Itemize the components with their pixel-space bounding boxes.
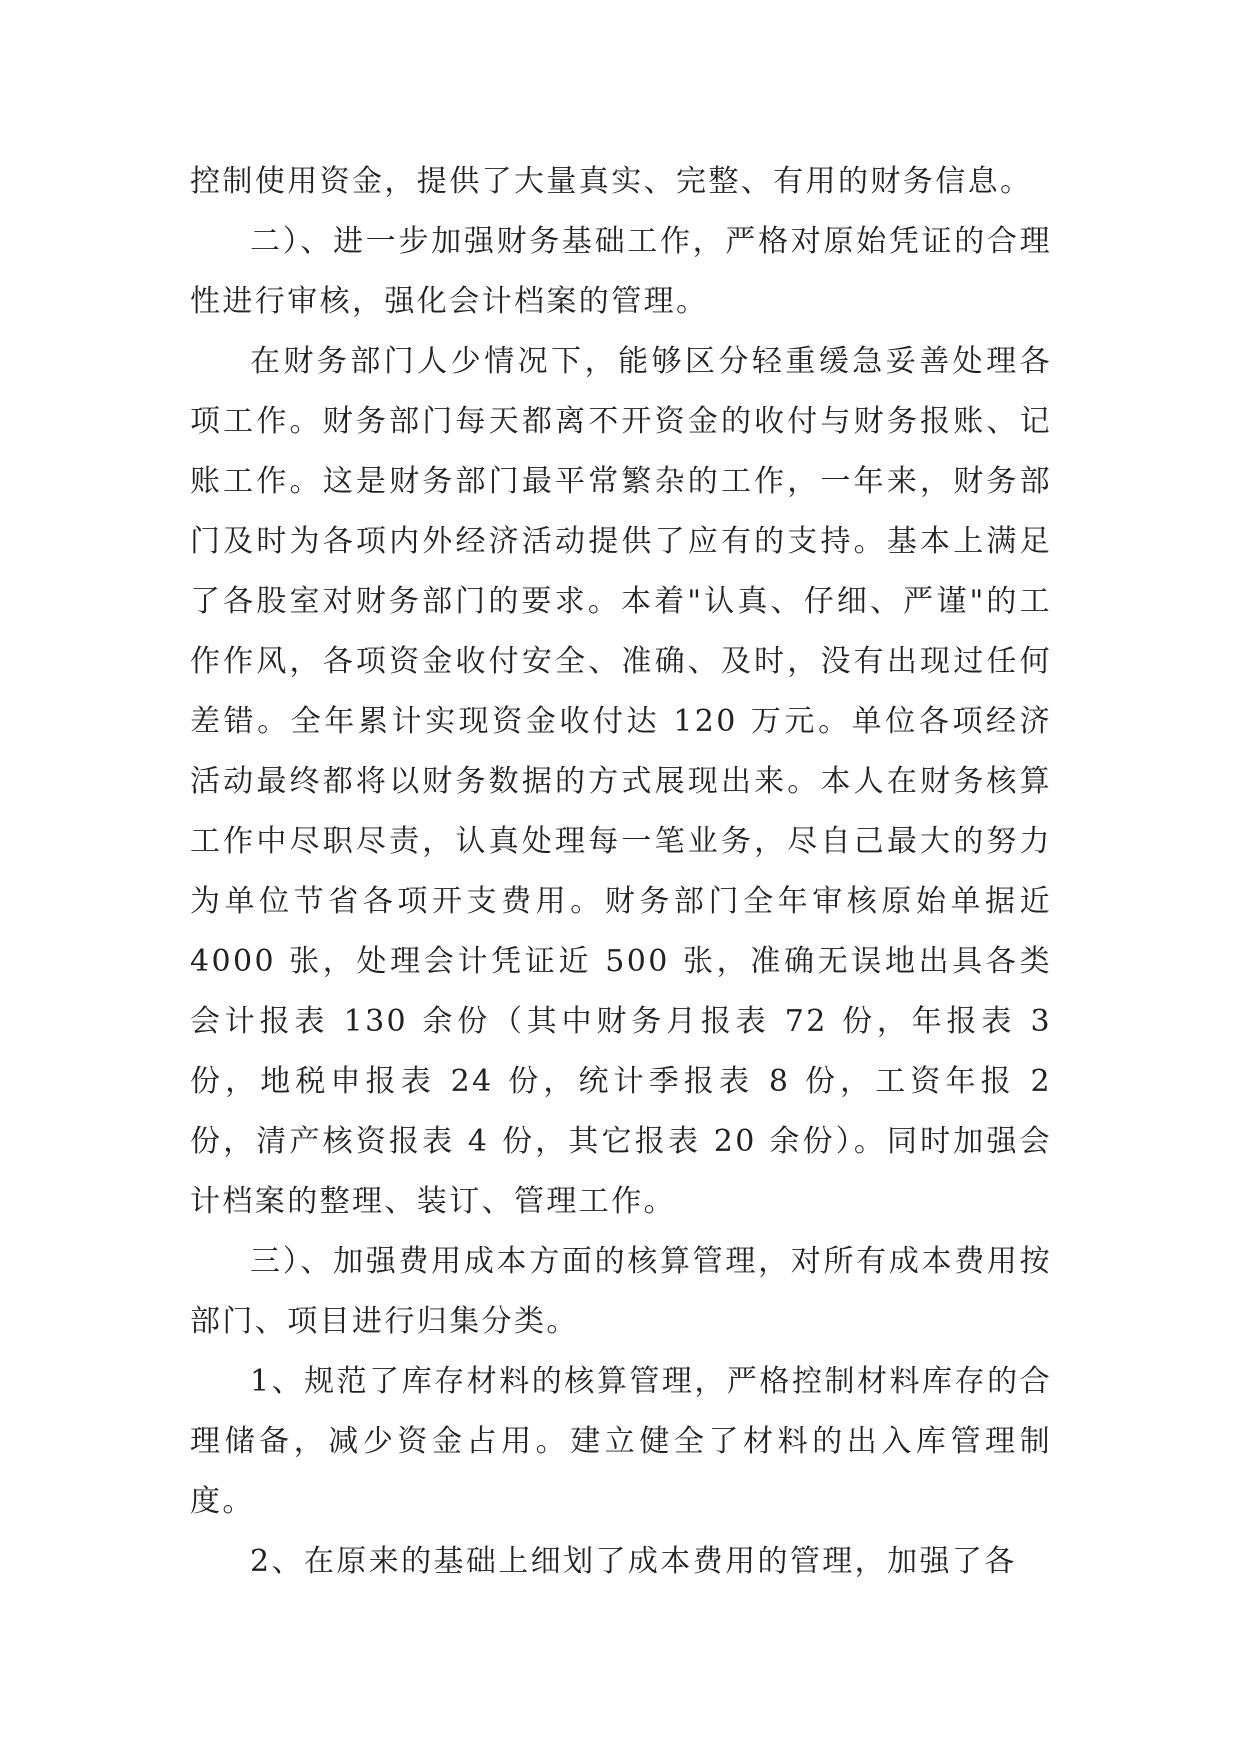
paragraph-continuation: 控制使用资金，提供了大量真实、完整、有用的财务信息。 <box>190 164 1033 199</box>
document-page <box>190 152 1052 1592</box>
paragraph-finance-work: 在财务部门人少情况下，能够区分轻重缓急妥善处理各项工作。财务部门每天都离不开资金的收付与财务报账、记账工作。这是财务部门最平常繁杂的工作，一年来，财务部门及时为各项内外经济活动提供了应有的支持。基本上满足了各股室对财务部门的要求。本着"认真、仔细、严谨"的工作作风，各项资金收付安全、准确、及时，没有出现过任何差错。全年累计实现资金收付达 120 万元。单位各项经济活动最终都将以财务数据的方式展现出来。本人在财务核算工作中尽职尽责，认真处理每一笔业务，尽自己最大的努力为单位节省各项开支费用。财务部门全年审核原始单据近 4000 张，处理会计凭证近 500 张，准确无误地出具各类会计报表 130 余份（其中财务月报表 72 份，年报表 3 份，地税申报表 24 份，统计季报表 8 份，工资年报 2 份，清产核资报表 4 份，其它报表 20 余份）。同时加强会计档案的整理、装订、管理工作。 <box>190 344 1052 1219</box>
paragraph-section-three-heading: 三）、加强费用成本方面的核算管理，对所有成本费用按部门、项目进行归集分类。 <box>190 1244 1052 1339</box>
paragraph-item-one: 1、规范了库存材料的核算管理，严格控制材料库存的合理储备，减少资金占用。建立健全了材料的出入库管理制度。 <box>190 1364 1052 1519</box>
paragraph-item-two: 2、在原来的基础上细划了成本费用的管理，加强了各 <box>250 1544 1017 1579</box>
paragraph-section-two-heading: 二）、进一步加强财务基础工作，严格对原始凭证的合理性进行审核，强化会计档案的管理。 <box>190 224 1052 319</box>
